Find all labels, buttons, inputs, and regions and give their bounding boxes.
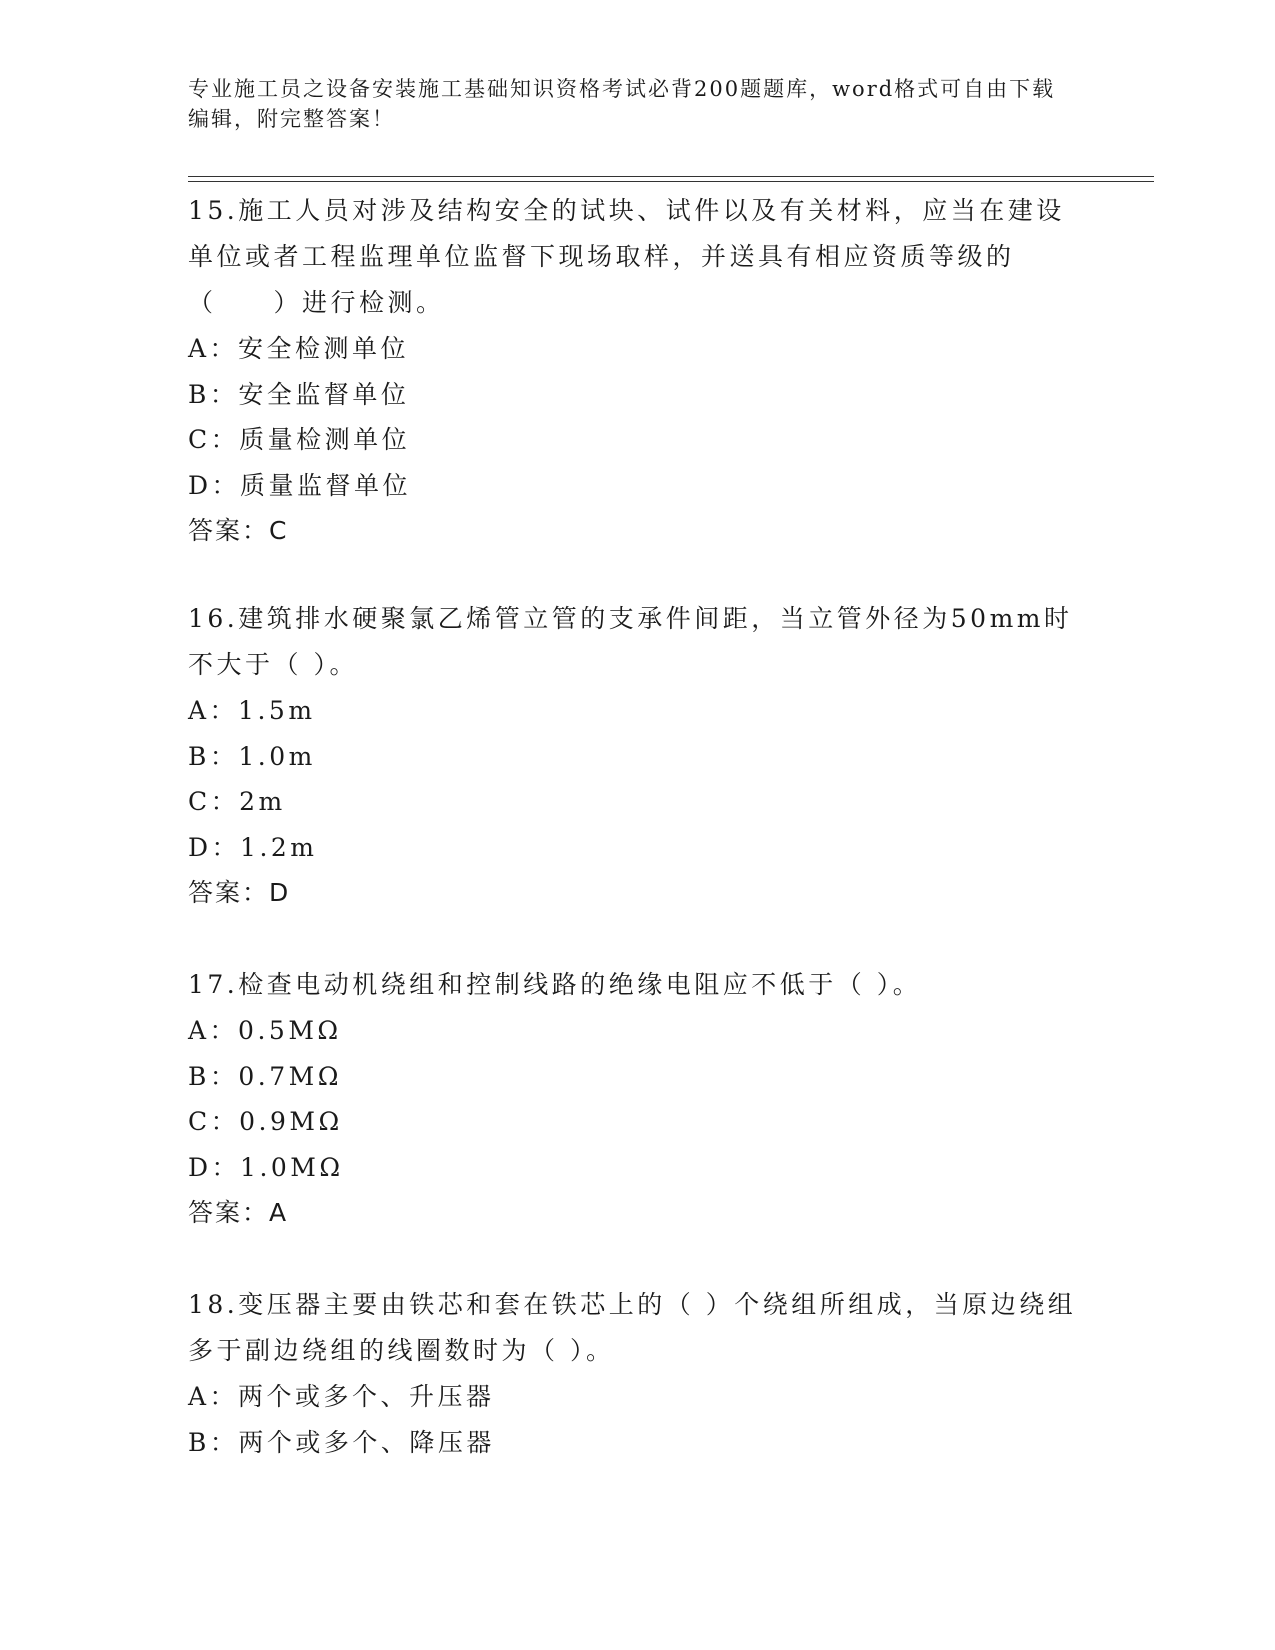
option-a: A：两个或多个、升压器: [188, 1382, 495, 1411]
answer: 答案：A: [188, 1198, 289, 1227]
option-a: A：安全检测单位: [188, 334, 410, 363]
question-text: 18.变压器主要由铁芯和套在铁芯上的（ ）个绕组所组成，当原边绕组多于副边绕组的线圈数时为（ ）。: [188, 1290, 1077, 1365]
option-d: D：1.0MΩ: [188, 1152, 344, 1182]
option-c: C：质量检测单位: [188, 425, 411, 454]
option-c: C：0.9MΩ: [188, 1107, 343, 1136]
option-a: A：1.5m: [188, 696, 316, 725]
question-text: 17.检查电动机绕组和控制线路的绝缘电阻应不低于（ ）。: [188, 970, 922, 999]
option-a: A：0.5MΩ: [188, 1016, 342, 1045]
option-c: C：2m: [188, 787, 286, 816]
option-b: B：0.7MΩ: [188, 1061, 342, 1091]
question-16: [188, 596, 1088, 916]
option-d: D：质量监督单位: [188, 470, 412, 500]
header-divider-top: [188, 176, 1154, 177]
question-text: 15.施工人员对涉及结构安全的试块、试件以及有关材料，应当在建设单位或者工程监理单位监督下现场取样，并送具有相应资质等级的（ ）进行检测。: [188, 196, 1065, 317]
option-b: B：安全监督单位: [188, 379, 410, 409]
option-b: B：两个或多个、降压器: [188, 1427, 495, 1457]
question-17: [188, 962, 1088, 1236]
answer: 答案：C: [188, 516, 289, 545]
header-divider-bottom: [188, 181, 1154, 182]
answer: 答案：D: [188, 878, 291, 907]
option-d: D：1.2m: [188, 832, 318, 862]
document-header: 专业施工员之设备安装施工基础知识资格考试必背200题题库，word格式可自由下载编辑，附完整答案！: [188, 77, 1056, 131]
question-18: [188, 1282, 1088, 1465]
option-b: B：1.0m: [188, 741, 316, 771]
question-text: 16.建筑排水硬聚氯乙烯管立管的支承件间距，当立管外径为50mm时不大于（ ）。: [188, 604, 1073, 679]
question-15: [188, 188, 1088, 554]
